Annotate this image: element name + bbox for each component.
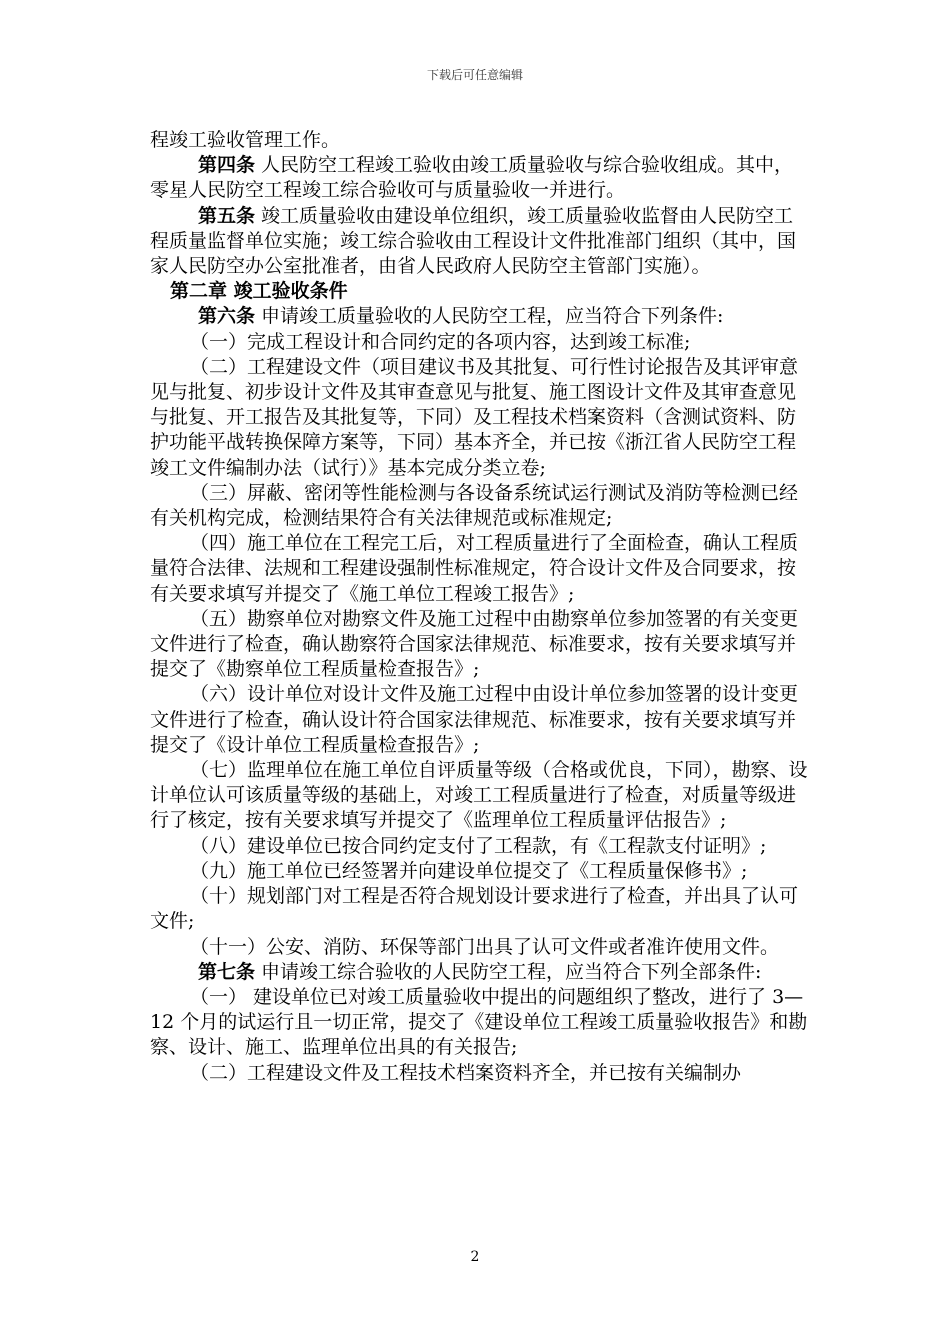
list-item: （七）监理单位在施工单位自评质量等级（合格或优良，下同），勘察、设计单位认可该质量等级的基础上，对竣工工程质量进行了检查，对质量等级进行了核定，按有关要求填写并提交了《监理单位工程质量评估报告》; [150,759,808,832]
paragraph [150,128,810,153]
list-item: （十）规划部门对工程是否符合规划设计要求进行了检查，并出具了认可文件; [150,885,799,933]
list-item: （二）工程建设文件（项目建议书及其批复、可行性讨论报告及其评审意见与批复、初步设计文件及其审查意见与批复、施工图设计文件及其审查意见与批复、开工报告及其批复等，下同）及工程技术档案资料（含测试资料、防护功能平战转换保障方案等，下同）基本齐全，并已按《浙江省人民防空工程竣工文件编制办法（试行）》基本完成分类立卷; [150,355,799,479]
list-item: （二）工程建设文件及工程技术档案资料齐全，并已按有关编制办 [190,1061,742,1084]
article-text: 申请竣工质量验收的人民防空工程，应当符合下列条件: [255,305,724,328]
page-number: 2 [470,1249,480,1265]
article-text: 人民防空工程竣工验收由竣工质量验收与综合验收组成。其中，零星人民防空工程竣工综合验收可与质量验收一并进行。 [150,154,794,202]
list-item: （四）施工单位在工程完工后，对工程质量进行了全面检查，确认工程质量符合法律、法规和工程建设强制性标准规定，符合设计文件及合同要求，按有关要求填写并提交了《施工单位工程竣工报告》; [150,532,799,605]
list-item: （六）设计单位对设计文件及施工过程中由设计单位参加签署的设计变更文件进行了检查，确认设计符合国家法律规范、标准要求，按有关要求填写并提交了《设计单位工程质量检查报告》; [150,683,799,756]
list-item: （九）施工单位已经签署并向建设单位提交了《工程质量保修书》; [190,859,748,882]
list-item: （十一）公安、消防、环保等部门出具了认可文件或者准许使用文件。 [190,935,780,958]
article-text: 竣工质量验收由建设单位组织，竣工质量验收监督由人民防空工程质量监督单位实施；竣工综合验收由工程设计文件批准部门组织（其中，国家人民防空办公室批准者，由省人民政府人民防空主管部门实施）。 [150,204,797,278]
list-item: （三）屏蔽、密闭等性能检测与各设备系统试运行测试及消防等检测已经有关机构完成，检测结果符合有关法律规范或标准规定; [150,481,799,530]
article-heading: 第五条 [198,204,256,227]
article-5 [150,204,810,280]
article-6 [150,304,810,329]
article-heading: 第六条 [198,305,256,328]
article-text: 申请竣工综合验收的人民防空工程，应当符合下列全部条件: [255,960,762,983]
document-body [150,128,810,1086]
chapter-heading: 第二章 竣工验收条件 [170,280,348,303]
paragraph-text: 程竣工验收管理工作。 [150,129,341,151]
list-item: （八）建设单位已按合同约定支付了工程款，有《工程款支付证明》; [190,834,767,857]
list-item: （一） 建设单位已对竣工质量验收中提出的问题组织了整改，进行了 3—12 个月的试运行且一切正常，提交了《建设单位工程竣工质量验收报告》和勘察、设计、施工、监理单位出具的有关报告; [150,985,808,1059]
article-7 [150,960,810,985]
list-item: （一）完成工程设计和合同约定的各项内容，达到竣工标准; [190,330,691,353]
page-header: 下载后可任意编辑 [426,68,523,82]
list-item: （五）勘察单位对勘察文件及施工过程中由勘察单位参加签署的有关变更文件进行了检查，确认勘察符合国家法律规范、标准要求，按有关要求填写并提交了《勘察单位工程质量检查报告》; [150,607,799,681]
article-heading: 第七条 [198,960,256,983]
article-4 [150,153,810,203]
article-heading: 第四条 [198,154,256,177]
